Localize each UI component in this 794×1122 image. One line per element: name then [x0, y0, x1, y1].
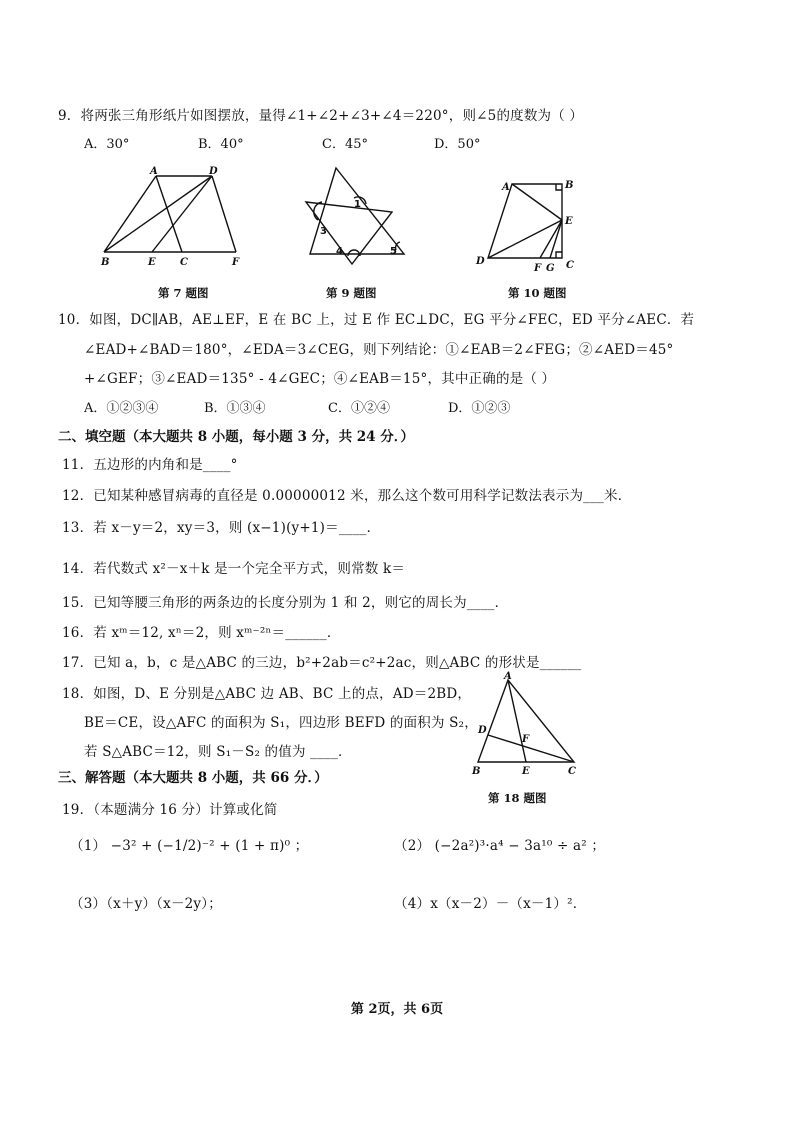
q9-option-c: C．45°: [322, 137, 368, 152]
fig18-label-f: F: [522, 734, 530, 745]
q17: 17．已知 a，b，c 是△ABC 的三边，b²+2ab＝c²+2ac，则△ABC 的形状是______: [62, 655, 582, 671]
fig9-angle-1: 1: [354, 199, 361, 210]
fig10-label-e: E: [565, 216, 573, 227]
q10-option-b: B．①③④: [204, 401, 266, 416]
figure-10: [470, 172, 585, 276]
fig7-label-b: B: [101, 257, 110, 268]
figure-18: [466, 670, 586, 780]
q12: 12．已知某种感冒病毒的直径是 0.00000012 米，那么这个数可用科学记数法表示为___米．: [62, 488, 632, 504]
fig7-label-f: F: [232, 257, 240, 268]
fig10-caption: 第 10 题图: [508, 286, 567, 300]
q10-line-1: 10．如图，DC∥AB，AE⊥EF，E 在 BC 上，过 E 作 EC⊥DC，EG 平分∠FEC，ED 平分∠AEC．若: [58, 312, 695, 328]
q16: 16．若 xᵐ＝12, xⁿ＝2，则 xᵐ⁻²ⁿ＝______．: [62, 625, 341, 641]
q9-text: 9．将两张三角形纸片如图摆放，量得∠1+∠2+∠3+∠4＝220°，则∠5的度数为（ ）: [58, 108, 584, 124]
q11: 11．五边形的内角和是____°: [62, 457, 238, 473]
q19-part-4: （4）x（x－2）－（x－1）²．: [394, 896, 587, 912]
q9-option-d: D．50°: [434, 137, 481, 152]
q18-line-1: 18．如图，D、E 分别是△ABC 边 AB、BC 上的点，AD＝2BD，: [62, 686, 472, 702]
fig7-label-d: D: [209, 166, 218, 177]
fig18-label-b: B: [472, 766, 481, 777]
fig10-label-d: D: [476, 256, 485, 267]
q19-part-2: （2） (−2a²)³·a⁴ − 3a¹⁰ ÷ a² ；: [394, 838, 606, 854]
fig7-label-a: A: [150, 166, 158, 177]
figure-9: [302, 162, 412, 270]
q19-part-1: （1） −3² + (−1/2)⁻² + (1 + π)⁰ ；: [70, 838, 309, 854]
q19-title: 19．（本题满分 16 分）计算或化简: [62, 802, 278, 818]
q18-line-2: BE＝CE，设△AFC 的面积为 S₁，四边形 BEFD 的面积为 S₂，: [84, 715, 478, 731]
q14: 14．若代数式 x²－x＋k 是一个完全平方式，则常数 k＝: [62, 561, 406, 577]
fig18-label-d: D: [478, 725, 487, 736]
fig7-label-c: C: [180, 257, 188, 268]
fig10-label-g: G: [546, 263, 555, 274]
section-2-heading: 二、填空题（本大题共 8 小题，每小题 3 分，共 24 分．）: [58, 429, 415, 445]
fig18-label-c: C: [568, 766, 576, 777]
fig18-caption: 第 18 题图: [488, 791, 547, 805]
fig9-angle-5: 5: [390, 246, 397, 257]
figure-7: [94, 162, 244, 270]
q10-option-a: A．①②③④: [84, 401, 159, 416]
q19-part-3: （3）（x＋y）（x－2y）；: [70, 896, 222, 912]
fig9-angle-4: 4: [336, 246, 343, 257]
fig18-label-a: A: [504, 671, 512, 682]
q9-option-b: B．40°: [198, 137, 244, 152]
q10-line-2: ∠EAD+∠BAD＝180°，∠EDA＝3∠CEG，则下列结论：①∠EAB＝2∠FEG；②∠AED＝45°: [84, 342, 674, 358]
fig7-caption: 第 7 题图: [158, 286, 209, 300]
q15: 15．已知等腰三角形的两条边的长度分别为 1 和 2，则它的周长为____．: [62, 595, 509, 611]
q18-line-3: 若 S△ABC＝12，则 S₁－S₂ 的值为 ____．: [84, 744, 352, 760]
fig10-label-b: B: [565, 180, 574, 191]
q9-option-a: A．30°: [84, 137, 130, 152]
fig10-label-f: F: [534, 263, 542, 274]
q10-option-c: C．①②④: [328, 401, 390, 416]
fig10-label-c: C: [566, 260, 574, 271]
fig9-caption: 第 9 题图: [326, 286, 377, 300]
fig7-label-e: E: [148, 257, 156, 268]
fig18-label-e: E: [522, 766, 530, 777]
fig10-label-a: A: [502, 182, 510, 193]
q10-line-3: +∠GEF；③∠EAD＝135° - 4∠GEC；④∠EAB＝15°，其中正确的是（ ）: [84, 371, 556, 387]
fig9-angle-3: 3: [320, 226, 327, 237]
q13: 13．若 x－y＝2，xy＝3，则 (x−1)(y+1)＝____．: [62, 520, 381, 536]
section-3-heading: 三、解答题（本大题共 8 小题，共 66 分．）: [58, 770, 328, 786]
q10-option-d: D．①②③: [448, 401, 511, 416]
page-footer: 第 2页，共 6页: [350, 1002, 444, 1017]
